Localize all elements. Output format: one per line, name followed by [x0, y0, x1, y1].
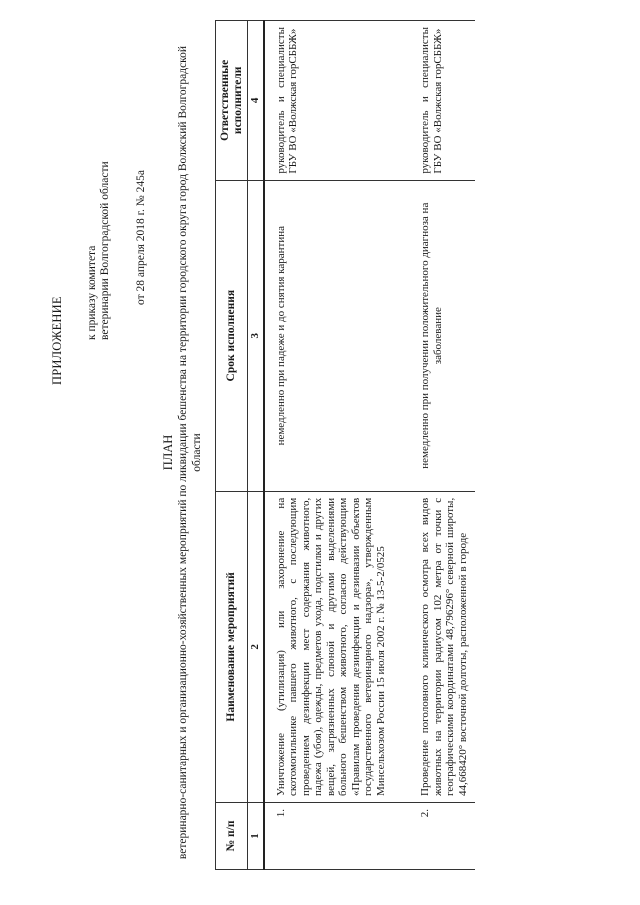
table-header-row [216, 21, 248, 870]
index-cell: 3 [248, 180, 264, 491]
appendix-line-1: к приказу комитета [86, 245, 98, 340]
row-deadline: немедленно при падеже и до снятия карантина [264, 180, 394, 491]
index-cell: 2 [248, 491, 264, 802]
row-number: 1. [264, 802, 394, 869]
row-action: Проведение поголовного клинического осмотра всех видов животных на территории радиусом 102 метра от точки с географическими координатами 48,796296° северной широты, 44,668420° восточной долготы, расположенной в городе [409, 491, 475, 802]
plan-title: ПЛАН [161, 434, 175, 471]
row-deadline: немедленно при получении положительного диагноза на заболевание [409, 180, 475, 491]
table-index-row [248, 21, 264, 870]
header-number: № п/п [216, 802, 248, 869]
appendix-line-3: от 28 апреля 2018 г. № 245а [135, 170, 147, 305]
row-responsible: руководитель и специалисты ГБУ ВО «Волжская горСББЖ» [264, 21, 394, 181]
table-row [409, 21, 475, 870]
row-number: 2. [409, 802, 475, 869]
plan-table [215, 20, 475, 870]
plan-subtitle: ветеринарно-санитарных и организационно-хозяйственных мероприятий по ликвидации бешенства на территории городского округа город Волжский Волгоградской области [177, 45, 203, 860]
table-row [264, 21, 394, 870]
header-deadline: Срок исполнения [216, 180, 248, 491]
appendix-title: ПРИЛОЖЕНИЕ [50, 296, 64, 385]
index-cell: 4 [248, 21, 264, 181]
appendix-line-2: ветеринарии Волгоградской области [99, 161, 111, 340]
row-responsible: руководитель и специалисты ГБУ ВО «Волжская горСББЖ» [409, 21, 475, 181]
index-cell: 1 [248, 802, 264, 869]
row-action: Уничтожение (утилизация) или захоронение на скотомогильнике павшего животного, с последующим проведением дезинфекции мест содержания животного, падежа (убоя), одежды, предметов ухода, подстилки и других вещей, загрязненных слюной и другими выделениями больного бешенством животного, согласно действующим «Правилам проведения дезинфекции и дезинвазии объектов государственного ветеринарного надзора», утвержденным Минсельхозом России 15 июля 2002 г. № 13-5-2/0525 [264, 491, 394, 802]
header-responsible: Ответственные исполнители [216, 21, 248, 181]
header-action: Наименование мероприятий [216, 491, 248, 802]
row-spacer [393, 21, 409, 870]
